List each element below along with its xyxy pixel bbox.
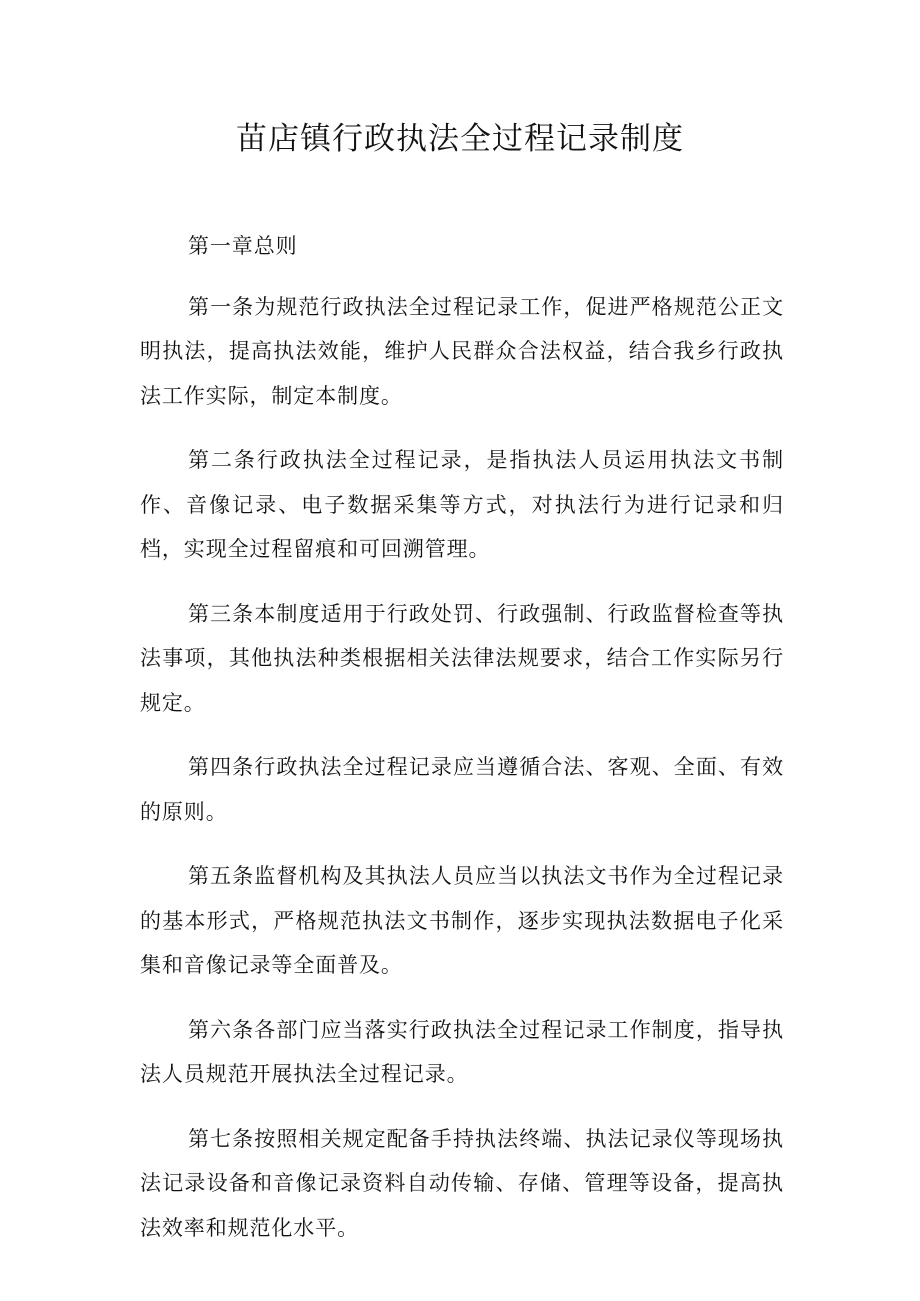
article-2: 第二条行政执法全过程记录，是指执法人员运用执法文书制作、音像记录、电子数据采集等方式，对执法行为进行记录和归档，实现全过程留痕和可回溯管理。 (140, 448, 784, 561)
article-1: 第一条为规范行政执法全过程记录工作，促进严格规范公正文明执法，提高执法效能，维护人民群众合法权益，结合我乡行政执法工作实际，制定本制度。 (140, 294, 784, 408)
document-body (140, 224, 784, 1270)
article-5: 第五条监督机构及其执法人员应当以执法文书作为全过程记录的基本形式，严格规范执法文书制作，逐步实现执法数据电子化采集和音像记录等全面普及。 (140, 864, 784, 977)
article-3: 第三条本制度适用于行政处罚、行政强制、行政监督检查等执法事项，其他执法种类根据相关法律法规要求，结合工作实际另行规定。 (140, 601, 784, 715)
article-4: 第四条行政执法全过程记录应当遵循合法、客观、全面、有效的原则。 (140, 755, 784, 824)
chapter-heading: 第一章总则 (188, 234, 298, 258)
article-6: 第六条各部门应当落实行政执法全过程记录工作制度，指导执法人员规范开展执法全过程记录。 (140, 1017, 784, 1086)
document-title: 苗店镇行政执法全过程记录制度 (236, 121, 684, 157)
article-7: 第七条按照相关规定配备手持执法终端、执法记录仪等现场执法记录设备和音像记录资料自动传输、存储、管理等设备，提高执法效率和规范化水平。 (140, 1126, 784, 1240)
